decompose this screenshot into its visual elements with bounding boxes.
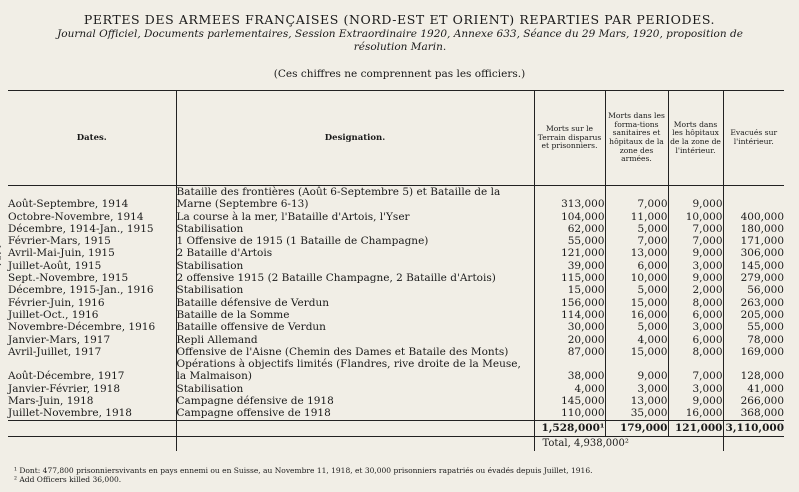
row-died-army-zone: 3,000	[605, 383, 668, 395]
row-died-interior: 6,000	[668, 309, 723, 321]
row-died-army-zone: 5,000	[605, 321, 668, 333]
row-evacuated: 400,000	[723, 211, 784, 223]
row-killed-field: 145,000	[534, 395, 605, 407]
row-evacuated: 263,000	[723, 297, 784, 309]
row-date: Juillet-Novembre, 1918	[8, 407, 132, 420]
row-evacuated: 368,000	[723, 407, 784, 420]
row-died-interior: 9,000	[668, 395, 723, 407]
row-designation: Stabilisation	[176, 260, 534, 272]
row-killed-field: 114,000	[534, 309, 605, 321]
row-evacuated: 171,000	[723, 235, 784, 247]
table-header-row	[8, 91, 784, 186]
row-killed-field: 104,000	[534, 211, 605, 223]
row-killed-field: 313,000	[534, 186, 605, 211]
table-row	[8, 211, 784, 223]
row-designation: Opérations à objectifs limités (Flandres, rive droite de la Meuse, la Malmaison)	[176, 358, 534, 383]
row-date: Janvier-Février, 1918	[8, 382, 121, 395]
row-date: Janvier-Mars, 1917	[8, 333, 111, 346]
row-date: Juillet-Août, 1915	[8, 259, 102, 272]
row-date: Août-Septembre, 1914	[8, 198, 129, 211]
row-date: Décembre, 1914-Jan., 1915	[8, 222, 154, 235]
table-body	[8, 186, 784, 421]
row-died-army-zone: 5,000	[605, 223, 668, 235]
row-evacuated: 55,000	[723, 321, 784, 333]
row-killed-field: 30,000	[534, 321, 605, 333]
row-designation: Offensive de l'Aisne (Chemin des Dames et Bataile des Monts)	[176, 346, 534, 358]
table-row	[8, 260, 784, 272]
header-designation: Designation.	[176, 91, 534, 186]
row-evacuated: 266,000	[723, 395, 784, 407]
row-date: Avril-Juillet, 1917	[8, 345, 102, 358]
table-row	[8, 309, 784, 321]
row-designation: 2 Bataille d'Artois	[176, 247, 534, 259]
row-died-interior: 3,000	[668, 260, 723, 272]
row-died-army-zone: 13,000	[605, 395, 668, 407]
row-died-interior: 6,000	[668, 334, 723, 346]
table-row	[8, 272, 784, 284]
row-designation: Bataille défensive de Verdun	[176, 297, 534, 309]
row-date: Août-Décembre, 1917	[8, 370, 125, 383]
header-dates: Dates.	[8, 91, 176, 186]
row-died-interior: 9,000	[668, 272, 723, 284]
row-killed-field: 38,000	[534, 358, 605, 383]
table-row	[8, 358, 784, 383]
footnote-1: ¹ Dont: 477,800 prisonniersvivants en pays ennemi ou en Suisse, au Novembre 11, 1918, et 30,000 prisonniers rapatriés ou évadés depuis Juillet, 1916.	[14, 466, 593, 475]
table-row	[8, 284, 784, 296]
losses-table	[8, 90, 784, 451]
row-killed-field: 15,000	[534, 284, 605, 296]
row-died-army-zone: 6,000	[605, 260, 668, 272]
row-designation: Repli Allemand	[176, 334, 534, 346]
row-killed-field: 87,000	[534, 346, 605, 358]
row-died-army-zone: 15,000	[605, 297, 668, 309]
row-date: Février-Mars, 1915	[8, 235, 111, 248]
row-designation: Campagne défensive de 1918	[176, 395, 534, 407]
row-date: Avril-Mai-Juin, 1915	[8, 247, 115, 260]
row-killed-field: 156,000	[534, 297, 605, 309]
header-killed-field: Morts sur le Terrain disparus et prisonniers.	[534, 91, 605, 186]
total-died-army-zone: 179,000	[605, 420, 668, 436]
total-died-interior: 121,000	[668, 420, 723, 436]
row-designation: 1 Offensive de 1915 (1 Bataille de Champagne)	[176, 235, 534, 247]
row-designation: Campagne offensive de 1918	[176, 407, 534, 420]
grand-total-row	[8, 436, 784, 451]
row-died-army-zone: 7,000	[605, 235, 668, 247]
row-died-army-zone: 15,000	[605, 346, 668, 358]
row-died-interior: 8,000	[668, 297, 723, 309]
row-died-army-zone: 35,000	[605, 407, 668, 420]
header-evacuated: Evacués sur l'intérieur.	[723, 91, 784, 186]
row-date: Novembre-Décembre, 1916	[8, 321, 156, 334]
total-killed-field: 1,528,000¹	[534, 420, 605, 436]
row-died-interior: 10,000	[668, 211, 723, 223]
row-evacuated: 169,000	[723, 346, 784, 358]
row-designation: 2 offensive 1915 (2 Bataille Champagne, 2 Bataille d'Artois)	[176, 272, 534, 284]
row-died-interior: 16,000	[668, 407, 723, 420]
row-killed-field: 115,000	[534, 272, 605, 284]
table-row	[8, 235, 784, 247]
row-designation: La course à la mer, l'Bataille d'Artois, l'Yser	[176, 211, 534, 223]
row-died-interior: 9,000	[668, 186, 723, 211]
row-died-interior: 7,000	[668, 223, 723, 235]
header-died-army-zone: Morts dans les forma-tions sanitaires et hôpitaux de la zone des armées.	[605, 91, 668, 186]
row-date: Février-Juin, 1916	[8, 296, 105, 309]
row-killed-field: 110,000	[534, 407, 605, 420]
citation-line-2: résolution Marin.	[353, 41, 447, 53]
table-row	[8, 223, 784, 235]
row-killed-field: 121,000	[534, 247, 605, 259]
row-died-interior: 9,000	[668, 247, 723, 259]
row-killed-field: 62,000	[534, 223, 605, 235]
officers-note: (Ces chiffres ne comprennent pas les officiers.)	[273, 68, 526, 80]
row-evacuated: 279,000	[723, 272, 784, 284]
row-evacuated	[723, 186, 784, 211]
row-died-interior: 7,000	[668, 235, 723, 247]
citation-line-1: Journal Officiel, Documents parlementaires, Session Extraordinaire 1920, Annexe 633, Séance du 29 Mars, 1920, proposition de	[57, 28, 743, 40]
table-row	[8, 383, 784, 395]
row-designation: Stabilisation	[176, 223, 534, 235]
row-died-army-zone: 7,000	[605, 186, 668, 211]
table-row	[8, 395, 784, 407]
source-citation	[20, 28, 780, 54]
row-evacuated: 306,000	[723, 247, 784, 259]
row-died-army-zone: 5,000	[605, 284, 668, 296]
row-killed-field: 39,000	[534, 260, 605, 272]
row-date: Octobre-Novembre, 1914	[8, 210, 144, 223]
table-row	[8, 186, 784, 211]
row-died-interior: 2,000	[668, 284, 723, 296]
margin-page-number	[0, 244, 1, 267]
total-evacuated: 3,110,000	[723, 420, 784, 436]
row-killed-field: 20,000	[534, 334, 605, 346]
row-designation: Bataille des frontières (Août 6-Septembre 5) et Bataille de la Marne (Septembre 6-13)	[176, 186, 534, 211]
row-died-interior: 8,000	[668, 346, 723, 358]
row-died-army-zone: 16,000	[605, 309, 668, 321]
row-died-army-zone: 11,000	[605, 211, 668, 223]
row-designation: Stabilisation	[176, 284, 534, 296]
table-row	[8, 247, 784, 259]
row-died-army-zone: 13,000	[605, 247, 668, 259]
row-evacuated: 56,000	[723, 284, 784, 296]
row-died-army-zone: 10,000	[605, 272, 668, 284]
totals-row	[8, 420, 784, 436]
row-evacuated: 128,000	[723, 358, 784, 383]
row-killed-field: 4,000	[534, 383, 605, 395]
row-died-interior: 7,000	[668, 358, 723, 383]
row-died-army-zone: 9,000	[605, 358, 668, 383]
row-evacuated: 78,000	[723, 334, 784, 346]
row-designation: Bataille offensive de Verdun	[176, 321, 534, 333]
row-evacuated: 180,000	[723, 223, 784, 235]
row-died-interior: 3,000	[668, 321, 723, 333]
row-evacuated: 145,000	[723, 260, 784, 272]
table-row	[8, 297, 784, 309]
header-died-interior: Morts dans les hôpitaux de la zone de l'intérieur.	[668, 91, 723, 186]
table-row	[8, 346, 784, 358]
page-title: PERTES DES ARMEES FRANÇAISES (NORD-EST ET ORIENT) REPARTIES PAR PERIODES.	[83, 12, 716, 27]
row-date: Juillet-Oct., 1916	[8, 308, 99, 321]
row-date: Décembre, 1915-Jan., 1916	[8, 284, 154, 297]
table-row	[8, 334, 784, 346]
row-date: Sept.-Novembre, 1915	[8, 272, 129, 285]
row-died-army-zone: 4,000	[605, 334, 668, 346]
row-date: Mars-Juin, 1918	[8, 395, 94, 408]
row-died-interior: 3,000	[668, 383, 723, 395]
row-killed-field: 55,000	[534, 235, 605, 247]
row-evacuated: 41,000	[723, 383, 784, 395]
row-designation: Bataille de la Somme	[176, 309, 534, 321]
row-evacuated: 205,000	[723, 309, 784, 321]
table-row	[8, 407, 784, 420]
row-designation: Stabilisation	[176, 383, 534, 395]
footnote-2: ² Add Officers killed 36,000.	[14, 475, 122, 484]
table-row	[8, 321, 784, 333]
grand-total: Total, 4,938,000²	[534, 436, 723, 451]
footnotes	[14, 466, 593, 484]
